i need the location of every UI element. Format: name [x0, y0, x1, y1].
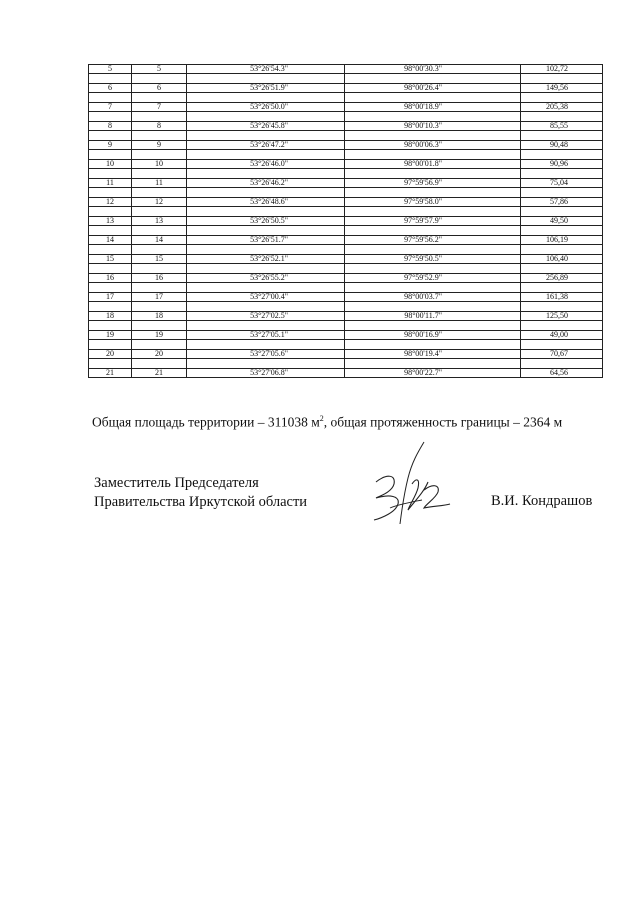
- cell-latitude: 53°26'51.7": [187, 236, 345, 245]
- cell-longitude: 98°00'30.3": [345, 65, 521, 74]
- separator-cell: [521, 321, 603, 331]
- table-row: [89, 274, 603, 283]
- separator-cell: [345, 112, 521, 122]
- cell-distance: 149,56: [521, 84, 603, 93]
- cell-distance: 49,50: [521, 217, 603, 226]
- cell-longitude: 97°59'50.5": [345, 255, 521, 264]
- cell-point-number: 14: [89, 236, 132, 245]
- separator-cell: [187, 226, 345, 236]
- separator-cell: [89, 93, 132, 103]
- separator-cell: [89, 131, 132, 141]
- separator-cell: [132, 188, 187, 198]
- separator-cell: [345, 188, 521, 198]
- cell-point-id: 5: [132, 65, 187, 74]
- table-row-separator: [89, 283, 603, 293]
- table-row: [89, 293, 603, 302]
- cell-latitude: 53°26'48.6": [187, 198, 345, 207]
- cell-longitude: 98°00'26.4": [345, 84, 521, 93]
- table-row: [89, 84, 603, 93]
- separator-cell: [521, 226, 603, 236]
- separator-cell: [521, 112, 603, 122]
- cell-point-id: 19: [132, 331, 187, 340]
- cell-point-number: 16: [89, 274, 132, 283]
- cell-latitude: 53°26'46.0": [187, 160, 345, 169]
- table-row: [89, 65, 603, 74]
- cell-latitude: 53°27'06.8": [187, 369, 345, 378]
- cell-point-id: 18: [132, 312, 187, 321]
- cell-distance: 161,38: [521, 293, 603, 302]
- separator-cell: [521, 169, 603, 179]
- table-row-separator: [89, 131, 603, 141]
- separator-cell: [132, 74, 187, 84]
- cell-distance: 90,48: [521, 141, 603, 150]
- cell-point-id: 7: [132, 103, 187, 112]
- table-row-separator: [89, 112, 603, 122]
- cell-point-id: 9: [132, 141, 187, 150]
- cell-latitude: 53°26'46.2": [187, 179, 345, 188]
- cell-distance: 75,04: [521, 179, 603, 188]
- separator-cell: [89, 207, 132, 217]
- separator-cell: [132, 93, 187, 103]
- table-row: [89, 350, 603, 359]
- table-row: [89, 217, 603, 226]
- cell-point-number: 21: [89, 369, 132, 378]
- cell-point-number: 17: [89, 293, 132, 302]
- cell-point-id: 6: [132, 84, 187, 93]
- separator-cell: [187, 207, 345, 217]
- separator-cell: [132, 340, 187, 350]
- cell-distance: 125,50: [521, 312, 603, 321]
- table-row-separator: [89, 188, 603, 198]
- coordinates-table-body: [89, 65, 603, 378]
- separator-cell: [187, 169, 345, 179]
- separator-cell: [345, 321, 521, 331]
- separator-cell: [521, 74, 603, 84]
- separator-cell: [187, 93, 345, 103]
- table-row-separator: [89, 245, 603, 255]
- cell-longitude: 98°00'16.9": [345, 331, 521, 340]
- separator-cell: [89, 302, 132, 312]
- cell-longitude: 97°59'57.9": [345, 217, 521, 226]
- table-row: [89, 369, 603, 378]
- separator-cell: [345, 340, 521, 350]
- separator-cell: [89, 321, 132, 331]
- separator-cell: [187, 264, 345, 274]
- table-row: [89, 255, 603, 264]
- separator-cell: [521, 188, 603, 198]
- cell-point-number: 11: [89, 179, 132, 188]
- cell-longitude: 97°59'52.9": [345, 274, 521, 283]
- separator-cell: [521, 93, 603, 103]
- cell-latitude: 53°27'00.4": [187, 293, 345, 302]
- cell-latitude: 53°27'02.5": [187, 312, 345, 321]
- cell-distance: 106,40: [521, 255, 603, 264]
- cell-point-id: 12: [132, 198, 187, 207]
- cell-point-number: 9: [89, 141, 132, 150]
- separator-cell: [345, 264, 521, 274]
- table-row-separator: [89, 302, 603, 312]
- cell-longitude: 98°00'22.7": [345, 369, 521, 378]
- table-row: [89, 312, 603, 321]
- table-row: [89, 236, 603, 245]
- cell-longitude: 98°00'10.3": [345, 122, 521, 131]
- cell-distance: 57,86: [521, 198, 603, 207]
- cell-latitude: 53°26'50.5": [187, 217, 345, 226]
- separator-cell: [132, 169, 187, 179]
- cell-longitude: 98°00'03.7": [345, 293, 521, 302]
- cell-distance: 106,19: [521, 236, 603, 245]
- table-row: [89, 160, 603, 169]
- separator-cell: [187, 245, 345, 255]
- signatory-name: В.И. Кондрашов: [491, 493, 593, 509]
- cell-longitude: 98°00'19.4": [345, 350, 521, 359]
- separator-cell: [345, 207, 521, 217]
- cell-latitude: 53°26'45.8": [187, 122, 345, 131]
- separator-cell: [89, 112, 132, 122]
- separator-cell: [521, 245, 603, 255]
- cell-distance: 90,96: [521, 160, 603, 169]
- separator-cell: [187, 74, 345, 84]
- signatory-title-line1: Заместитель Председателя: [94, 475, 259, 491]
- separator-cell: [345, 302, 521, 312]
- table-row: [89, 103, 603, 112]
- separator-cell: [187, 283, 345, 293]
- cell-longitude: 98°00'01.8": [345, 160, 521, 169]
- cell-longitude: 97°59'58.0": [345, 198, 521, 207]
- cell-point-number: 7: [89, 103, 132, 112]
- table-row-separator: [89, 340, 603, 350]
- separator-cell: [345, 131, 521, 141]
- cell-point-id: 14: [132, 236, 187, 245]
- cell-latitude: 53°26'50.0": [187, 103, 345, 112]
- separator-cell: [521, 359, 603, 369]
- cell-latitude: 53°26'55.2": [187, 274, 345, 283]
- cell-latitude: 53°27'05.6": [187, 350, 345, 359]
- summary-text-border: , общая протяженность границы – 2364 м: [323, 414, 563, 430]
- separator-cell: [132, 226, 187, 236]
- cell-latitude: 53°26'54.3": [187, 65, 345, 74]
- separator-cell: [89, 74, 132, 84]
- separator-cell: [521, 302, 603, 312]
- coordinates-table: [88, 64, 603, 378]
- separator-cell: [187, 131, 345, 141]
- table-row-separator: [89, 93, 603, 103]
- cell-distance: 85,55: [521, 122, 603, 131]
- cell-distance: 49,00: [521, 331, 603, 340]
- cell-point-number: 5: [89, 65, 132, 74]
- cell-longitude: 97°59'56.9": [345, 179, 521, 188]
- table-row-separator: [89, 264, 603, 274]
- separator-cell: [132, 359, 187, 369]
- separator-cell: [89, 359, 132, 369]
- separator-cell: [132, 302, 187, 312]
- cell-point-number: 12: [89, 198, 132, 207]
- separator-cell: [521, 340, 603, 350]
- separator-cell: [89, 283, 132, 293]
- signatory-title: [94, 474, 307, 512]
- separator-cell: [345, 150, 521, 160]
- cell-point-id: 21: [132, 369, 187, 378]
- separator-cell: [89, 340, 132, 350]
- separator-cell: [521, 150, 603, 160]
- cell-latitude: 53°26'52.1": [187, 255, 345, 264]
- separator-cell: [132, 321, 187, 331]
- separator-cell: [345, 226, 521, 236]
- table-row: [89, 122, 603, 131]
- summary-text-area: Общая площадь территории – 311038 м: [92, 414, 320, 430]
- separator-cell: [89, 245, 132, 255]
- separator-cell: [132, 207, 187, 217]
- separator-cell: [345, 245, 521, 255]
- cell-point-number: 6: [89, 84, 132, 93]
- separator-cell: [187, 359, 345, 369]
- table-row: [89, 179, 603, 188]
- separator-cell: [89, 169, 132, 179]
- separator-cell: [132, 264, 187, 274]
- table-row-separator: [89, 226, 603, 236]
- cell-point-id: 16: [132, 274, 187, 283]
- table-row: [89, 331, 603, 340]
- table-row-separator: [89, 321, 603, 331]
- table-row: [89, 198, 603, 207]
- separator-cell: [345, 93, 521, 103]
- cell-longitude: 98°00'06.3": [345, 141, 521, 150]
- separator-cell: [187, 112, 345, 122]
- separator-cell: [187, 340, 345, 350]
- separator-cell: [521, 264, 603, 274]
- cell-latitude: 53°27'05.1": [187, 331, 345, 340]
- signatory-title-line2: Правительства Иркутской области: [94, 494, 308, 510]
- cell-point-id: 11: [132, 179, 187, 188]
- separator-cell: [187, 188, 345, 198]
- cell-latitude: 53°26'47.2": [187, 141, 345, 150]
- separator-cell: [132, 131, 187, 141]
- separator-cell: [89, 264, 132, 274]
- cell-distance: 102,72: [521, 65, 603, 74]
- cell-point-number: 8: [89, 122, 132, 131]
- separator-cell: [187, 150, 345, 160]
- cell-point-id: 8: [132, 122, 187, 131]
- separator-cell: [345, 169, 521, 179]
- separator-cell: [132, 150, 187, 160]
- separator-cell: [187, 321, 345, 331]
- cell-distance: 70,67: [521, 350, 603, 359]
- cell-latitude: 53°26'51.9": [187, 84, 345, 93]
- separator-cell: [521, 131, 603, 141]
- separator-cell: [345, 74, 521, 84]
- separator-cell: [132, 283, 187, 293]
- cell-point-id: 13: [132, 217, 187, 226]
- separator-cell: [89, 188, 132, 198]
- cell-point-number: 18: [89, 312, 132, 321]
- table-row-separator: [89, 169, 603, 179]
- cell-point-id: 10: [132, 160, 187, 169]
- separator-cell: [187, 302, 345, 312]
- cell-longitude: 98°00'18.9": [345, 103, 521, 112]
- separator-cell: [89, 226, 132, 236]
- cell-longitude: 98°00'11.7": [345, 312, 521, 321]
- table-row-separator: [89, 359, 603, 369]
- cell-point-id: 17: [132, 293, 187, 302]
- cell-longitude: 97°59'56.2": [345, 236, 521, 245]
- separator-cell: [521, 283, 603, 293]
- separator-cell: [521, 207, 603, 217]
- table-row-separator: [89, 207, 603, 217]
- cell-distance: 64,56: [521, 369, 603, 378]
- separator-cell: [132, 112, 187, 122]
- separator-cell: [89, 150, 132, 160]
- cell-point-number: 10: [89, 160, 132, 169]
- cell-point-number: 15: [89, 255, 132, 264]
- cell-distance: 256,89: [521, 274, 603, 283]
- handwritten-signature: [366, 438, 456, 530]
- table-row: [89, 141, 603, 150]
- separator-cell: [345, 283, 521, 293]
- table-row-separator: [89, 74, 603, 84]
- cell-point-id: 20: [132, 350, 187, 359]
- cell-point-number: 13: [89, 217, 132, 226]
- table-row-separator: [89, 150, 603, 160]
- cell-point-number: 19: [89, 331, 132, 340]
- cell-point-id: 15: [132, 255, 187, 264]
- cell-point-number: 20: [89, 350, 132, 359]
- separator-cell: [132, 245, 187, 255]
- separator-cell: [345, 359, 521, 369]
- territory-summary: [92, 414, 612, 431]
- summary-superscript: 2: [319, 414, 324, 423]
- cell-distance: 205,38: [521, 103, 603, 112]
